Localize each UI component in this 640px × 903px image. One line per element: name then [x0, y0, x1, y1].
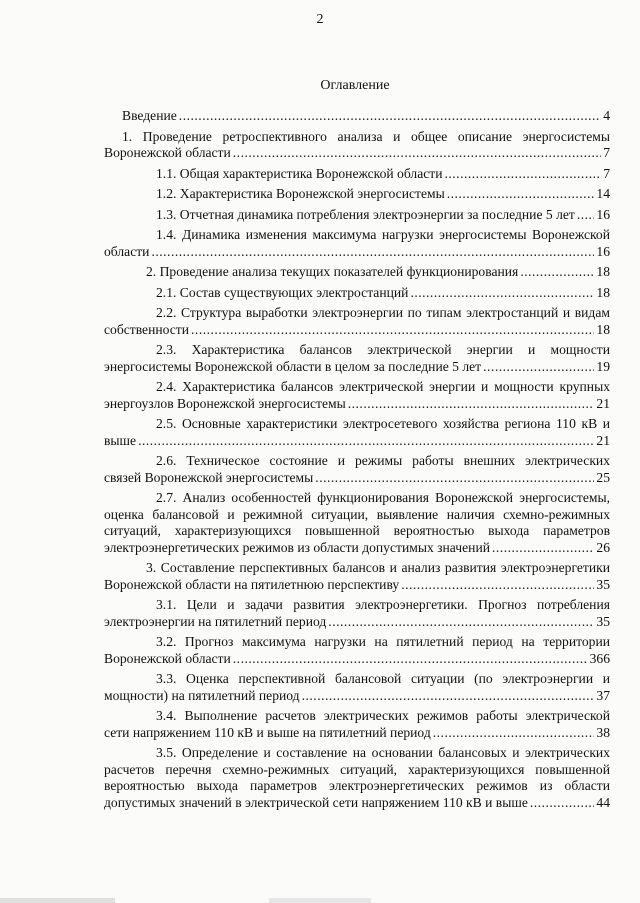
toc-entry-label: области: [104, 243, 150, 259]
dot-leader: [410, 285, 594, 302]
toc-entry-label: 1.2. Характеристика Воронежской энергосистемы: [156, 186, 445, 201]
toc-entry[interactable]: [104, 708, 610, 741]
toc-entry-text-line: 3.1. Цели и задачи развития электроэнергетики. Прогноз потребления: [156, 597, 610, 612]
toc-entry-text-line: 3. Составление перспективных балансов и анализ развития электроэнергетики: [146, 560, 610, 575]
toc-entry-page: 37: [596, 687, 610, 703]
dot-leader: [433, 725, 595, 742]
dot-leader: [444, 166, 601, 183]
toc-entry[interactable]: [104, 560, 610, 593]
page-number: 2: [316, 12, 324, 27]
toc-entry-text-line: 3.3. Оценка перспективной балансовой ситуации (по электроэнергии и: [156, 671, 610, 686]
toc-entry-page: 18: [596, 321, 610, 337]
toc-entry-label: электроэнергетических режимов из области допустимых значений: [104, 539, 490, 555]
toc-entry-page: 7: [603, 165, 610, 181]
toc-entry[interactable]: [104, 108, 610, 125]
toc-entry[interactable]: [104, 490, 610, 556]
toc-entry-text-line: 3.2. Прогноз максимума нагрузки на пятилетний период на территории: [156, 634, 610, 649]
dot-leader: [179, 108, 601, 125]
dot-leader: [401, 577, 594, 594]
dot-leader: [492, 540, 594, 557]
dot-leader: [138, 433, 594, 450]
toc-entry-text-line: оценка балансовой и режимной ситуации, выявление наличия схемно-режимных: [104, 506, 610, 522]
toc-entry-label: допустимых значений в электрической сети напряжением 110 кВ и выше: [104, 794, 528, 810]
dot-leader: [233, 651, 588, 668]
toc-entry-page: 4: [603, 108, 610, 123]
toc-entry-label: Введение: [122, 108, 177, 123]
toc-entry-text-line: 2.7. Анализ особенностей функционирования Воронежской энергосистемы,: [156, 490, 610, 505]
toc-entry-page: 44: [596, 794, 610, 810]
toc-entry-page: 16: [596, 243, 610, 259]
dot-leader: [348, 396, 595, 413]
dot-leader: [447, 186, 595, 203]
dot-leader: [483, 359, 594, 376]
toc-entry-text-line: 1.4. Динамика изменения максимума нагрузки энергосистемы Воронежской: [156, 227, 610, 242]
toc-entry-page: 18: [596, 264, 610, 279]
toc-entry[interactable]: [104, 416, 610, 449]
toc-entry[interactable]: [104, 597, 610, 630]
dot-leader: [302, 688, 595, 705]
toc-entry-page: 38: [596, 724, 610, 740]
dot-leader: [520, 264, 594, 281]
toc-entry-label: 1.3. Отчетная динамика потребления электроэнергии за последние 5 лет: [156, 206, 575, 222]
toc-entry-label: Воронежской области: [104, 145, 231, 160]
toc-entry-label: Воронежской области: [104, 650, 231, 666]
dot-leader: [577, 207, 595, 224]
toc-entry[interactable]: [104, 379, 610, 412]
toc-entry-label: 2. Проведение анализа текущих показателей функционирования: [146, 264, 519, 279]
toc-entry-text-line: 2.5. Основные характеристики электросетевого хозяйства региона 110 кВ и: [156, 416, 610, 431]
toc-entry-text-line: 3.4. Выполнение расчетов электрических режимов работы электрической: [156, 708, 610, 723]
dot-leader: [151, 244, 594, 261]
dot-leader: [328, 614, 594, 631]
toc-entry[interactable]: [104, 186, 610, 203]
toc-entry-label: энергоузлов Воронежской энергосистемы: [104, 395, 346, 411]
toc-entry[interactable]: [104, 745, 610, 811]
toc-entry[interactable]: [104, 671, 610, 704]
toc-entry-text-line: 2.2. Структура выработки электроэнергии по типам электростанций и видам: [156, 305, 610, 320]
toc-entry-page: 26: [596, 539, 610, 555]
toc-entry[interactable]: [104, 227, 610, 260]
toc-entry-page: 366: [589, 650, 610, 666]
toc-entry[interactable]: [104, 634, 610, 667]
toc-entry-label: электроэнергии на пятилетний период: [104, 613, 327, 629]
toc-entry[interactable]: [104, 453, 610, 486]
toc-title: Оглавление: [320, 78, 390, 93]
toc-entry-text-line: вероятностью выхода параметров электроэнергетических режимов из области: [104, 778, 610, 793]
toc-entry-text-line: 3.5. Определение и составление на основании балансовых и электрических: [156, 745, 610, 760]
toc-entry-page: 21: [596, 395, 610, 411]
toc-entry[interactable]: [104, 305, 610, 338]
toc-entry[interactable]: [104, 129, 610, 162]
toc-entry-text-line: 2.6. Техническое состояние и режимы работы внешних электрических: [156, 453, 610, 468]
toc-entry-page: 19: [596, 358, 610, 374]
toc-entry-text-line: 1. Проведение ретроспективного анализа и общее описание энергосистемы: [122, 128, 610, 144]
toc-entry[interactable]: [104, 207, 610, 224]
toc-entry-page: 7: [603, 145, 610, 160]
toc-entry-label: выше: [104, 432, 137, 448]
table-of-contents: [104, 108, 610, 815]
toc-entry-page: 16: [596, 206, 610, 222]
toc-entry-label: энергосистемы Воронежской области в целом за последние 5 лет: [104, 358, 482, 374]
toc-entry-label: 2.1. Состав существующих электростанций: [156, 284, 409, 300]
toc-entry-label: мощности) на пятилетний период: [104, 687, 300, 703]
toc-entry-page: 18: [596, 284, 610, 300]
toc-entry-page: 14: [596, 186, 610, 201]
dot-leader: [191, 322, 594, 339]
toc-entry[interactable]: [104, 264, 610, 281]
scan-edge-mark: [0, 898, 640, 903]
toc-entry-text-line: расчетов перечня схемно-режимных ситуаций, характеризующихся повышенной: [104, 761, 610, 777]
toc-entry-text-line: 2.4. Характеристика балансов электрической энергии и мощности крупных: [156, 379, 610, 394]
toc-entry-page: 35: [596, 576, 610, 592]
toc-entry-text-line: ситуаций, характеризующихся повышенной вероятностью выхода параметров: [104, 523, 610, 538]
toc-entry[interactable]: [104, 342, 610, 375]
dot-leader: [315, 470, 594, 487]
toc-entry[interactable]: [104, 166, 610, 183]
toc-entry-label: сети напряжением 110 кВ и выше на пятилетний период: [104, 724, 431, 740]
toc-entry-page: 35: [596, 613, 610, 629]
toc-entry[interactable]: [104, 285, 610, 302]
dot-leader: [530, 795, 595, 812]
toc-entry-page: 21: [596, 432, 610, 448]
toc-entry-text-line: 2.3. Характеристика балансов электрической энергии и мощности: [156, 342, 610, 357]
toc-entry-label: 1.1. Общая характеристика Воронежской области: [156, 165, 443, 181]
toc-entry-label: собственности: [104, 321, 190, 337]
dot-leader: [233, 145, 601, 162]
toc-entry-label: связей Воронежской энергосистемы: [104, 469, 314, 485]
toc-entry-label: Воронежской области на пятилетнюю перспективу: [104, 576, 400, 592]
toc-entry-page: 25: [596, 469, 610, 485]
